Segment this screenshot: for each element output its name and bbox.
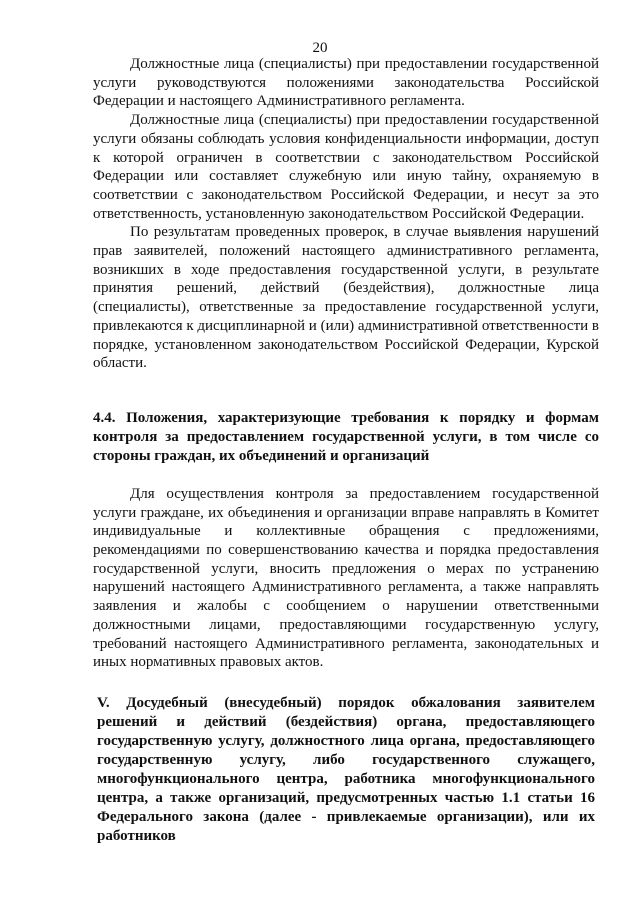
document-body	[93, 55, 599, 846]
paragraph-liability: По результатам проведенных проверок, в случае выявления нарушений прав заявителей, положений настоящего административного регламента, возникших в ходе предоставления государственной услуги, в результате принятия решений, действий (бездействия), должностные лица (специалисты), ответственные за предоставление государственной услуги, привлекаются к дисциплинарной и (или) административной ответственности в порядке, установленном законодательством Российской Федерации, Курской области.	[93, 224, 599, 372]
paragraph-confidentiality: Должностные лица (специалисты) при предоставлении государственной услуги обязаны соблюдать условия конфиденциальности информации, доступ к которой ограничен в соответствии с законодательством Российской Федерации или составляет служебную или иную тайну, охраняемую в соответствии с законодательством Российской Федерации, и несут за это ответственность, установленную законодательством Российской Федерации.	[93, 112, 599, 222]
section-5-heading: V. Досудебный (внесудебный) порядок обжалования заявителем решений и действий (бездействия) органа, предоставляющего государственную услугу, должностного лица органа, предоставляющего государственную услугу, либо государственного служащего, многофункционального центра, работника многофункционального центра, а также организаций, предусмотренных частью 1.1 статьи 16 Федерального закона (далее - привлекаемые организации), или их работников	[97, 694, 595, 844]
paragraph-public-control: Для осуществления контроля за предоставлением государственной услуги граждане, их объединения и организации вправе направлять в Комитет индивидуальные и коллективные обращения с предложениями, рекомендациями по совершенствованию качества и порядка предоставления государственной услуги, вносить предложения о мерах по устранению нарушений настоящего Административного регламента, а также направлять заявления и жалобы с сообщением о нарушении ответственными должностными лицами, предоставляющими государственную услугу, требований настоящего Административного регламента, законодательных и иных нормативных правовых актов.	[93, 485, 599, 671]
section-4-4-heading: 4.4. Положения, характеризующие требования к порядку и формам контроля за предоставлением государственной услуги, в том числе со стороны граждан, их объединений и организаций	[93, 409, 599, 464]
paragraph-officials-guidance: Должностные лица (специалисты) при предоставлении государственной услуги руководствуются положениями законодательства Российской Федерации и настоящего Административного регламента.	[93, 56, 599, 110]
page-number: 20	[312, 40, 328, 56]
